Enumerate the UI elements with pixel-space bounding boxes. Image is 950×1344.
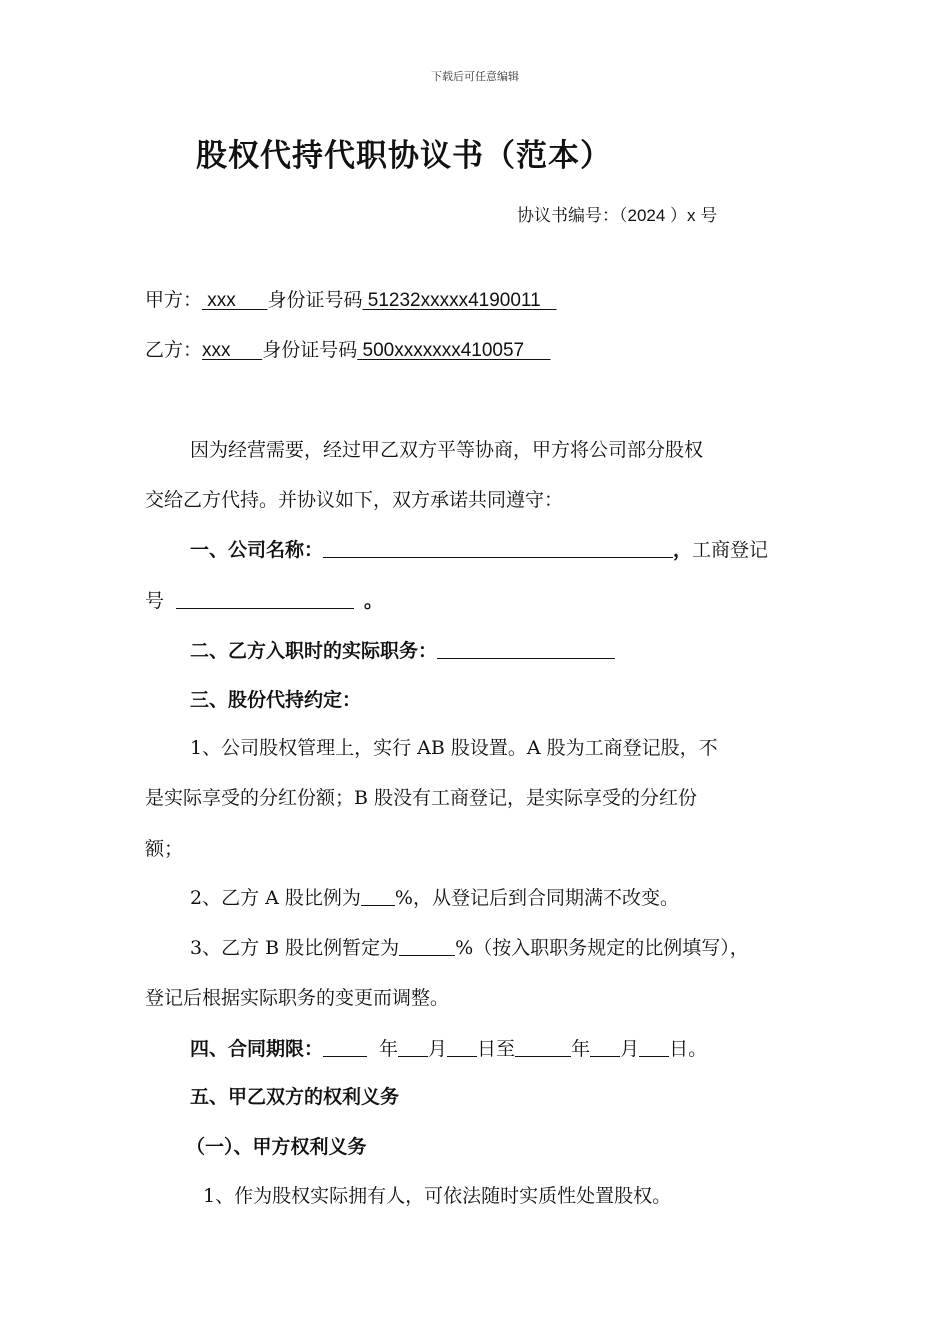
section-5-line <box>190 1084 950 1110</box>
item-2-line <box>190 885 950 911</box>
section-1-line-1 <box>190 537 950 563</box>
doc-number <box>517 201 717 226</box>
item-1-line-1: 1、公司股权管理上，实行 AB 股设置。A 股为工商登记股，不 <box>190 737 718 759</box>
party-b-label: 乙方： <box>145 339 203 361</box>
end-month-blank <box>590 1036 620 1057</box>
registration-number-blank <box>176 588 354 609</box>
party-b-name: xxx <box>202 340 263 361</box>
start-day-text: 日至 <box>477 1038 516 1060</box>
start-month-text: 月 <box>428 1038 448 1060</box>
subsection-1-label: （一）、甲方权利义务 <box>186 1136 367 1158</box>
item-3-line-2: 登记后根据实际职务的变更而调整。 <box>145 987 450 1009</box>
start-month-blank <box>398 1036 428 1057</box>
position-blank <box>437 638 615 659</box>
section-1-line2-end: 。 <box>364 590 384 612</box>
start-day-blank <box>447 1036 477 1057</box>
section-1-line-2 <box>145 588 950 614</box>
section-1-tail: 工商登记 <box>692 539 769 561</box>
end-year-text: 年 <box>571 1038 591 1060</box>
party-b-id-label: 身份证号码 <box>262 339 358 361</box>
section-5-label: 五、甲乙双方的权利义务 <box>190 1086 400 1108</box>
intro-paragraph-line-1: 因为经营需要，经过甲乙双方平等协商，甲方将公司部分股权 <box>190 439 704 461</box>
start-year-text: 年 <box>379 1038 399 1060</box>
b-share-ratio-blank <box>399 935 455 956</box>
end-month-text: 月 <box>620 1038 640 1060</box>
section-3-line <box>190 687 950 713</box>
item-3-suffix: %（按入职职务规定的比例填写）， <box>455 937 749 959</box>
item-1-line-3: 额； <box>145 838 184 860</box>
company-name-blank <box>323 537 673 558</box>
section-2-line <box>190 638 950 664</box>
section-2-label: 二、乙方入职时的实际职务： <box>190 640 438 662</box>
end-year-blank <box>515 1036 571 1057</box>
item-3-line-1 <box>190 935 950 961</box>
section-1-comma: ， <box>673 539 693 561</box>
section-1-label: 一、公司名称： <box>190 539 324 561</box>
start-year-blank <box>323 1036 367 1057</box>
party-a-name: xxx <box>202 290 268 311</box>
document-title: 股权代持代职协议书（范本） <box>196 138 612 174</box>
a-share-ratio-blank <box>361 885 395 906</box>
doc-number-value: （2024 ）x 号 <box>619 206 718 225</box>
item-1-line-2: 是实际享受的分红份额；B 股没有工商登记，是实际享受的分红份 <box>145 787 698 809</box>
subsection-1-line <box>186 1134 950 1160</box>
item-3-prefix: 3、乙方 B 股比例暂定为 <box>190 937 400 959</box>
subsection-1-item-1: 1、作为股权实际拥有人，可依法随时实质性处置股权。 <box>203 1185 672 1207</box>
section-4-label: 四、合同期限： <box>190 1038 324 1060</box>
doc-number-label: 协议书编号： <box>517 206 619 226</box>
section-4-line <box>190 1036 950 1062</box>
party-a-id: 51232xxxxx4190011 <box>362 290 557 311</box>
end-day-blank <box>639 1036 669 1057</box>
party-a-line <box>145 287 950 314</box>
party-a-label: 甲方： <box>145 289 203 311</box>
section-3-label: 三、股份代持约定： <box>190 689 362 711</box>
item-2-prefix: 2、乙方 A 股比例为 <box>190 887 361 909</box>
party-b-id: 500xxxxxxx410057 <box>357 340 551 361</box>
item-2-suffix: %，从登记后到合同期满不改变。 <box>394 887 679 909</box>
page-header: 下载后可任意编辑 <box>431 70 519 83</box>
intro-paragraph-line-2: 交给乙方代持。并协议如下，双方承诺共同遵守： <box>145 489 564 511</box>
end-day-text: 日。 <box>669 1038 708 1060</box>
party-a-id-label: 身份证号码 <box>267 289 363 311</box>
section-1-line2-prefix: 号 <box>145 590 165 612</box>
party-b-line <box>145 337 950 364</box>
